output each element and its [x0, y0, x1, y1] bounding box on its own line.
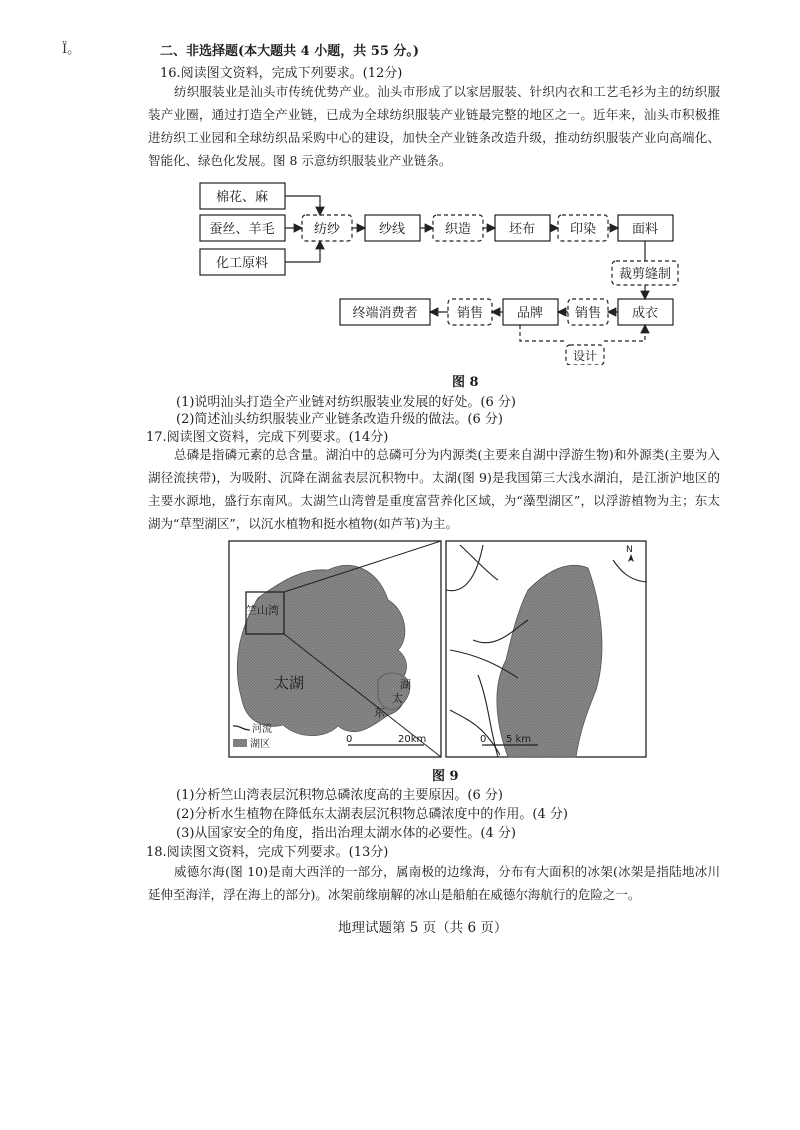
legend-lake-icon [233, 739, 247, 747]
right-scale-0: 0 [480, 734, 487, 745]
node-dye: 印染 [569, 222, 597, 237]
figure8-caption: 图 8 [452, 375, 479, 390]
q16-material: 纺织服装业是汕头市传统优势产业。汕头市形成了以家居服装、针织内衣和工艺毛衫为主的纺织服装产业圈，通过打造全产业链，已成为全球纺织服装产业链最完整的地区之一。近年来，汕头市积极推进纺织工业园和全球纺织品采购中心的建设，加快全产业链条改造升级，推动纺织服装产业向高端化、智能化、绿色化发展。图 8 示意纺织服装业产业链条。 [148, 84, 720, 168]
node-garment: 成衣 [631, 306, 659, 321]
node-fabric: 面料 [631, 222, 659, 237]
node-greige: 坯布 [508, 222, 536, 237]
q17-sub2: (2)分析水生植物在降低东太湖表层沉积物总磷浓度中的作用。(4 分) [176, 807, 568, 822]
q17-material: 总磷是指磷元素的总含量。湖泊中的总磷可分为内源类(主要来自湖中浮游生物)和外源类(主要为入湖径流挟带)，为吸附、沉降在湖盆表层沉积物中。太湖(图 9)是我国第三大浅水湖泊，是江浙沪地区的主要水源地，盛行东南风。太湖竺山湾曾是重度富营养化区域，为“藻型湖区”，以浮游植物为主；东太湖为“草型湖区”，以沉水植物和挺水植物(如芦苇)为主。 [148, 447, 720, 531]
industry-chain-diagram [190, 175, 700, 365]
left-scale-1: 20km [398, 734, 427, 745]
legend-river-label: 河流 [252, 724, 272, 735]
page-footer: 地理试题第 5 页（共 6 页） [338, 920, 508, 936]
node-cut: 裁剪缝制 [618, 267, 672, 282]
node-sell1: 销售 [574, 306, 602, 321]
east-label-2: 太 [392, 692, 403, 705]
node-yarn: 纱线 [378, 222, 406, 237]
node-brand: 品牌 [516, 306, 544, 321]
q17-sub1: (1)分析竺山湾表层沉积物总磷浓度高的主要原因。(6 分) [176, 788, 503, 803]
node-design: 设计 [572, 349, 598, 363]
q18-stem: 18.阅读图文资料，完成下列要求。(13分) [146, 845, 389, 860]
margin-mark: Ï。 [62, 42, 81, 57]
node-cotton: 棉花、麻 [215, 190, 269, 205]
section-title: 二、非选择题(本大题共 4 小题，共 55 分。) [160, 44, 420, 59]
node-chem: 化工原料 [215, 256, 269, 271]
q16-sub2: (2)简述汕头纺织服装业产业链条改造升级的做法。(6 分) [176, 412, 503, 427]
node-weave: 织造 [444, 222, 472, 237]
node-consumer: 终端消费者 [352, 306, 418, 321]
node-spin: 纺纱 [313, 222, 341, 237]
left-scale-0: 0 [346, 734, 353, 745]
figure9-caption: 图 9 [432, 769, 459, 784]
bay-label: 竺山湾 [246, 604, 279, 617]
q17-sub3: (3)从国家安全的角度，指出治理太湖水体的必要性。(4 分) [176, 826, 516, 841]
taihu-map [228, 540, 648, 760]
north-label: N [626, 545, 633, 555]
node-silk: 蚕丝、羊毛 [209, 222, 275, 237]
q18-material: 威德尔海(图 10)是南大西洋的一部分，属南极的边缘海，分布有大面积的冰架(冰架是指陆地冰川延伸至海洋，浮在海上的部分)。冰架前缘崩解的冰山是船舶在威德尔海航行的危险之一。 [148, 864, 720, 902]
q16-stem: 16.阅读图文资料，完成下列要求。(12分) [160, 66, 403, 81]
node-sell2: 销售 [456, 306, 484, 321]
q17-stem: 17.阅读图文资料，完成下列要求。(14分) [146, 430, 389, 445]
east-label-3: 东 [374, 706, 385, 719]
lake-label: 太湖 [274, 674, 305, 692]
legend-lake-label: 湖区 [250, 739, 270, 750]
east-label-1: 湖 [400, 678, 411, 691]
right-scale-1: 5 km [506, 734, 532, 745]
q16-sub1: (1)说明汕头打造全产业链对纺织服装业发展的好处。(6 分) [176, 395, 516, 410]
